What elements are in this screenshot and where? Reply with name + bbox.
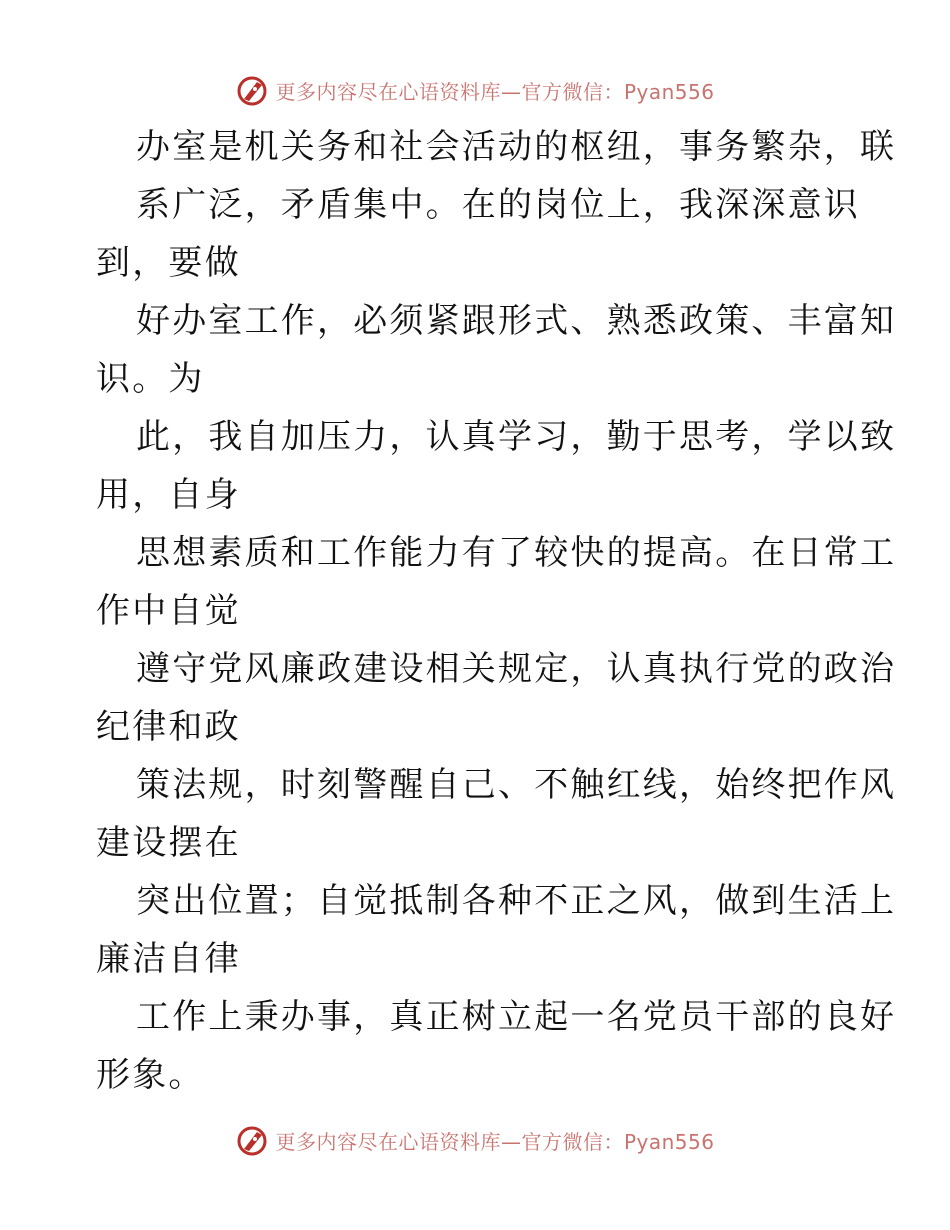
body-line: 形象。	[96, 1055, 205, 1095]
body-line: 工作上秉办事，真正树立起一名党员干部的良好	[136, 997, 897, 1037]
body-line: 纪律和政	[96, 707, 241, 747]
pen-nib-circle-icon	[235, 73, 269, 107]
body-line: 系广泛，矛盾集中。在的岗位上，我深深意识	[136, 185, 860, 225]
body-line: 遵守党风廉政建设相关规定，认真执行党的政治	[136, 649, 897, 689]
body-line: 识。为	[96, 359, 205, 399]
body-line: 廉洁自律	[96, 939, 241, 979]
body-line: 此，我自加压力，认真学习，勤于思考，学以致	[136, 417, 897, 457]
body-line: 策法规，时刻警醒自己、不触红线，始终把作风	[136, 765, 897, 805]
body-line: 突出位置；自觉抵制各种不正之风，做到生活上	[136, 881, 897, 921]
header-watermark-text: 更多内容尽在心语资料库—官方微信：Pyan556	[275, 79, 715, 104]
body-line: 作中自觉	[96, 591, 241, 631]
footer-watermark	[0, 1120, 950, 1160]
body-line: 建设摆在	[96, 823, 241, 863]
body-line: 好办室工作，必须紧跟形式、熟悉政策、丰富知	[136, 301, 897, 341]
header-watermark	[0, 70, 950, 110]
body-line: 用，自身	[96, 475, 241, 515]
body-line: 办室是机关务和社会活动的枢纽，事务繁杂，联	[136, 127, 897, 167]
footer-watermark-text: 更多内容尽在心语资料库—官方微信：Pyan556	[275, 1129, 715, 1154]
document-body	[96, 118, 897, 1104]
body-line: 思想素质和工作能力有了较快的提高。在日常工	[136, 533, 897, 573]
pen-nib-circle-icon	[235, 1123, 269, 1157]
body-line: 到，要做	[96, 243, 241, 283]
